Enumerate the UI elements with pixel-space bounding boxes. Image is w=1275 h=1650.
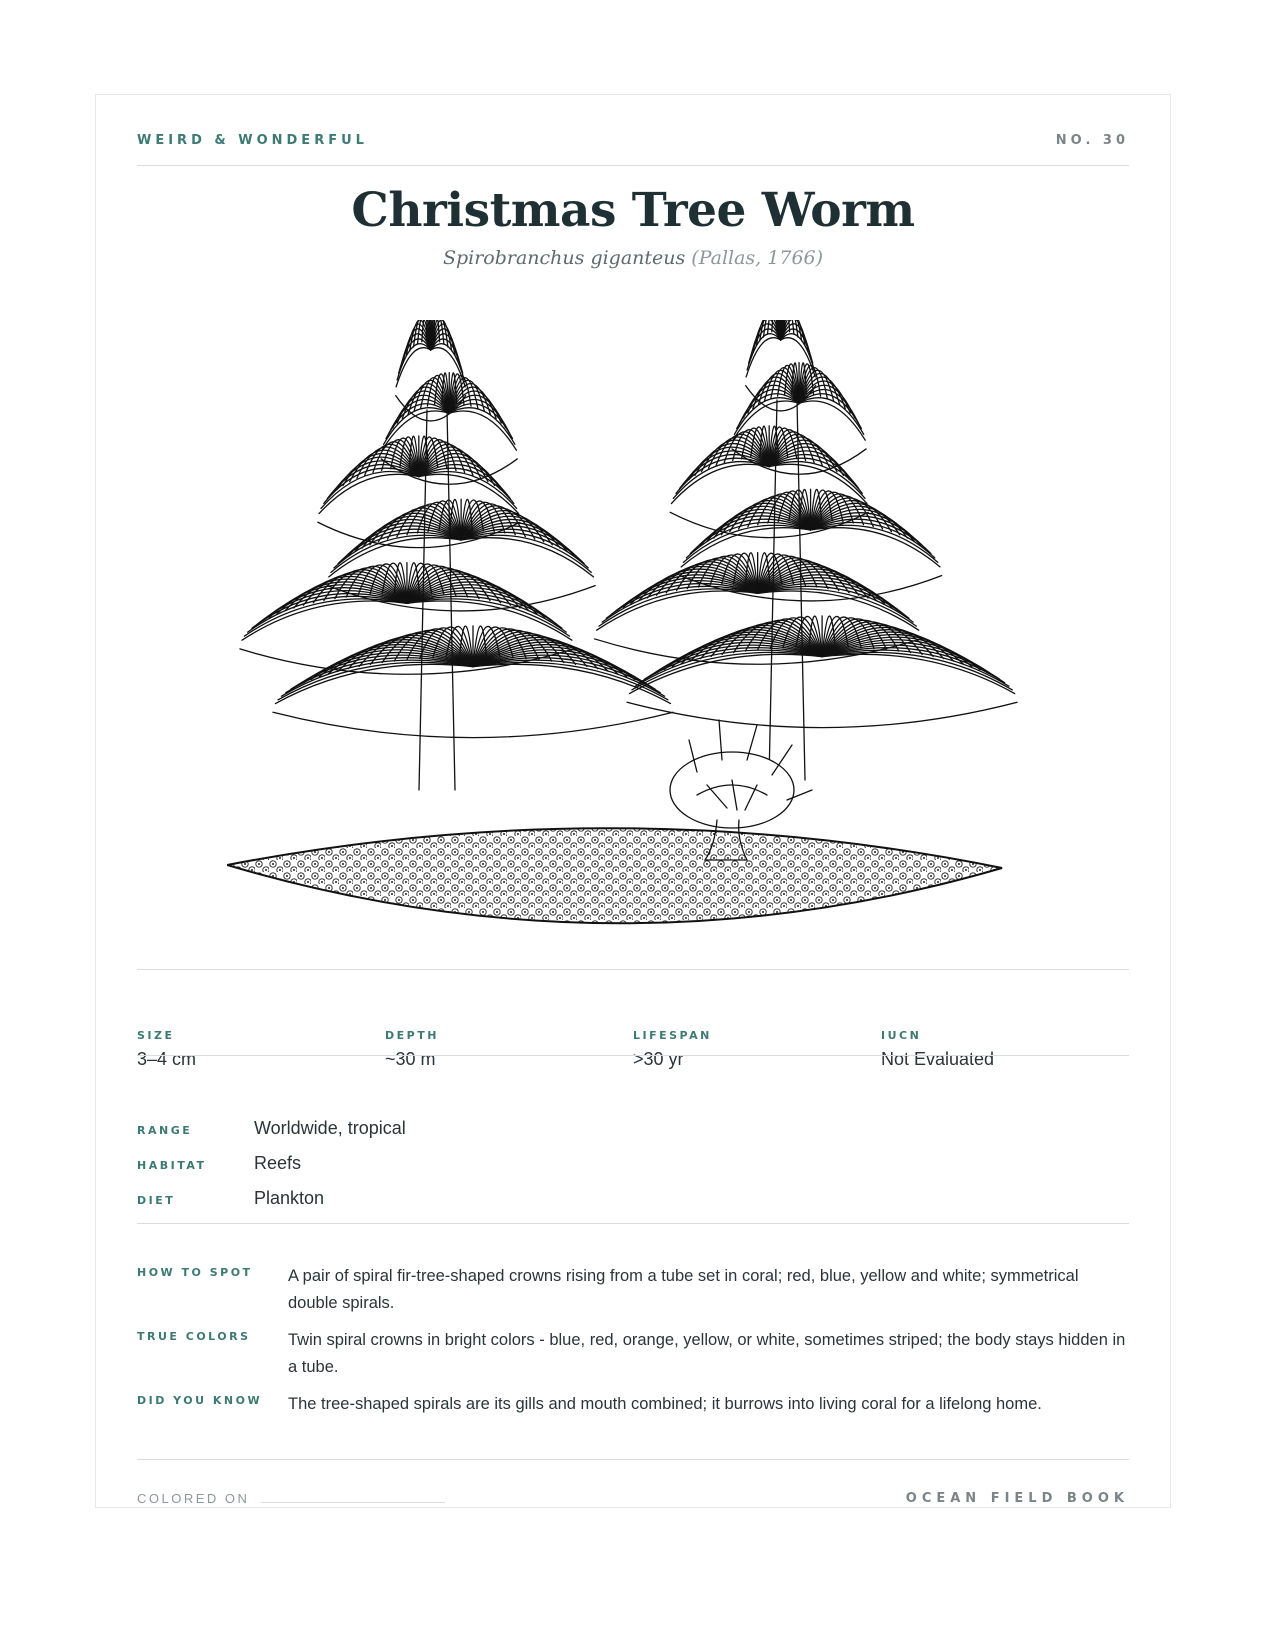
- card-footer: [137, 1489, 1129, 1507]
- fact-value: Plankton: [254, 1188, 325, 1208]
- stat-size: [137, 1029, 385, 1070]
- colored-on-label: COLORED ON: [137, 1490, 250, 1506]
- note-how-to-spot: [137, 1263, 1129, 1317]
- colored-on-field: [137, 1491, 445, 1506]
- fact-diet: [137, 1188, 1129, 1223]
- scientific-name-line: [137, 247, 1129, 269]
- note-true-colors: [137, 1327, 1129, 1381]
- facts-list: [137, 1118, 1129, 1223]
- stats-divider-top: [137, 969, 1129, 970]
- notes-list: [137, 1263, 1129, 1428]
- stat-value: >30 yr: [633, 1049, 684, 1069]
- note-label: HOW TO SPOT: [137, 1266, 253, 1279]
- fact-habitat: [137, 1153, 1129, 1188]
- colored-on-line: [261, 1502, 445, 1503]
- stat-label: SIZE: [137, 1029, 175, 1042]
- fact-label: RANGE: [137, 1124, 193, 1137]
- stat-label: DEPTH: [385, 1029, 439, 1042]
- stat-label: IUCN: [881, 1029, 922, 1042]
- fact-label: HABITAT: [137, 1159, 207, 1172]
- species-card: [95, 94, 1171, 1508]
- fact-range: [137, 1118, 1129, 1153]
- fact-value: Reefs: [254, 1153, 302, 1173]
- card-header: [137, 131, 1129, 149]
- stats-row: [137, 1029, 1129, 1070]
- note-text: Twin spiral crowns in bright colors - blue, red, orange, yellow, or white, sometimes striped; the body stays hidden in a tube.: [288, 1331, 1126, 1376]
- stat-iucn: [881, 1029, 1129, 1070]
- page-title: Christmas Tree Worm: [351, 183, 915, 238]
- christmas-tree-worm-illustration: [227, 320, 1047, 970]
- crown-whorl-icon: [627, 616, 1017, 728]
- card-content: [137, 95, 1129, 1507]
- note-did-you-know: [137, 1391, 1129, 1418]
- stat-value: Not Evaluated: [881, 1049, 995, 1069]
- book-title: OCEAN FIELD BOOK: [905, 1490, 1129, 1506]
- header-divider: [137, 165, 1129, 166]
- note-label: DID YOU KNOW: [137, 1394, 263, 1407]
- crown-whorl-icon: [273, 626, 673, 738]
- stat-value: 3–4 cm: [137, 1049, 197, 1069]
- coral-base-icon: [227, 828, 1002, 923]
- note-text: The tree-shaped spirals are its gills and mouth combined; it burrows into living coral for a lifelong home.: [288, 1395, 1042, 1413]
- fact-label: DIET: [137, 1194, 176, 1207]
- note-text: A pair of spiral fir-tree-shaped crowns rising from a tube set in coral; red, blue, yellow and white; symmetrical double spirals.: [288, 1267, 1079, 1312]
- note-label: TRUE COLORS: [137, 1330, 251, 1343]
- stat-lifespan: [633, 1029, 881, 1070]
- stats-divider-bottom: [137, 1055, 1129, 1056]
- species-authority: (Pallas, 1766): [691, 247, 824, 269]
- stat-label: LIFESPAN: [633, 1029, 712, 1042]
- stat-depth: [385, 1029, 633, 1070]
- stat-value: ~30 m: [385, 1049, 436, 1069]
- card-number: NO. 30: [1055, 132, 1129, 148]
- series-title: WEIRD & WONDERFUL: [137, 132, 368, 148]
- fact-value: Worldwide, tropical: [254, 1118, 406, 1138]
- scientific-name: Spirobranchus giganteus: [442, 247, 686, 269]
- facts-divider: [137, 1223, 1129, 1224]
- footer-divider: [137, 1459, 1129, 1460]
